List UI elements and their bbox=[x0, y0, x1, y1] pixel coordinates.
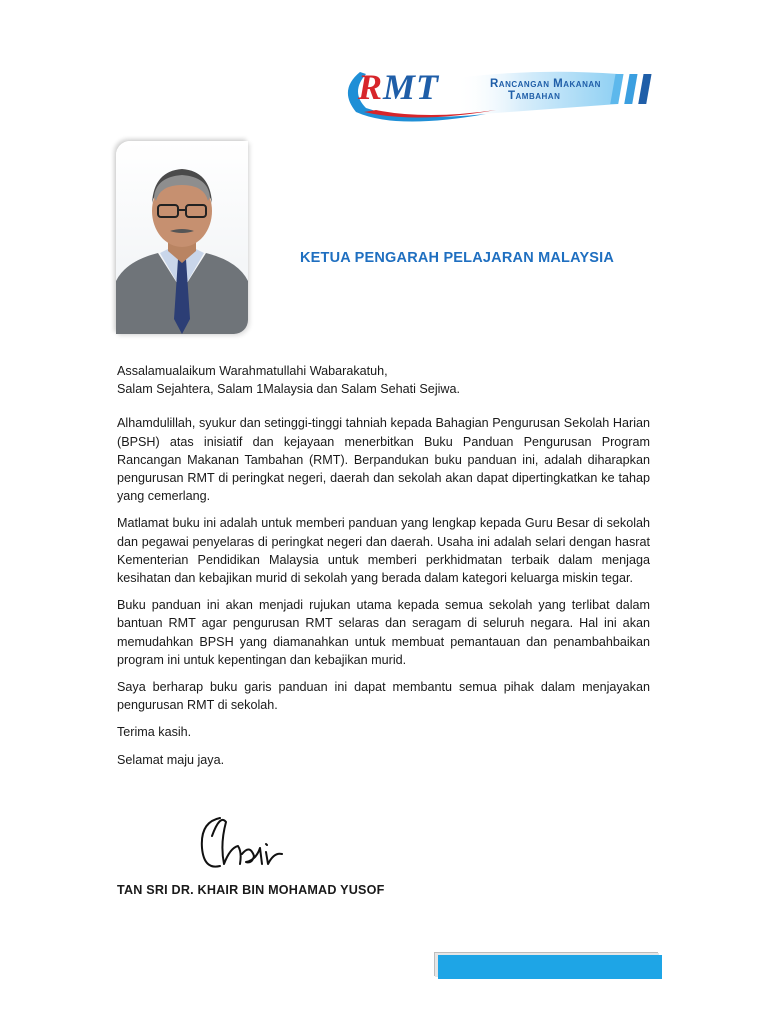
paragraph: Saya berharap buku garis panduan ini dapat membantu semua pihak dalam menjayakan pengurusan RMT di sekolah. bbox=[117, 680, 650, 713]
paragraph: Alhamdulillah, syukur dan setinggi-tinggi tahniah kepada Bahagian Pengurusan Sekolah Harian (BPSH) atas inisiatif dan kejayaan menerbitkan Buku Panduan Pengurusan Program Rancangan Makanan Tambahan (RMT). Berpandukan buku panduan ini, adalah diharapkan pengurusan RMT di peringkat negeri, daerah dan sekolah akan dapat dipertingkatkan ke tahap yang cemerlang. bbox=[117, 416, 650, 504]
portrait-photo bbox=[116, 141, 248, 334]
greeting-line-2: Salam Sejahtera, Salam 1Malaysia dan Salam Sehati Sejiwa. bbox=[117, 382, 461, 397]
greeting bbox=[117, 362, 650, 398]
page-heading: KETUA PENGARAH PELAJARAN MALAYSIA bbox=[300, 250, 615, 266]
footer-decorative-bar bbox=[438, 955, 662, 979]
signature bbox=[190, 808, 300, 878]
paragraph: Matlamat buku ini adalah untuk memberi panduan yang lengkap kepada Guru Besar di sekolah dan pegawai penyelaras di peringkat negeri dan daerah. Usaha ini adalah selari dengan hasrat Kementerian Pendidikan Malaysia untuk memberi perkhidmatan terbaik dalam menjaga kesihatan dan kebajikan murid di sekolah yang berada dalam kategori keluarga miskin tegar. bbox=[117, 516, 650, 586]
logo-rmt-text bbox=[358, 66, 439, 108]
logo-letters-mt: MT bbox=[383, 67, 440, 107]
logo-letter-r: R bbox=[358, 67, 384, 107]
portrait-illustration bbox=[116, 141, 248, 334]
letter-body bbox=[117, 362, 650, 778]
rmt-logo bbox=[336, 60, 662, 126]
signer-name: TAN SRI DR. KHAIR BIN MOHAMAD YUSOF bbox=[117, 883, 385, 897]
closing-thanks: Terima kasih. bbox=[117, 725, 192, 740]
logo-subtitle-line1: Rancangan Makanan bbox=[490, 78, 601, 90]
signature-graphic bbox=[190, 808, 300, 878]
closing-wish: Selamat maju jaya. bbox=[117, 752, 225, 767]
greeting-line-1: Assalamualaikum Warahmatullahi Wabarakatuh, bbox=[117, 364, 388, 378]
paragraph: Buku panduan ini akan menjadi rujukan utama kepada semua sekolah yang terlibat dalam bantuan RMT agar pengurusan RMT selaras dan seragam di seluruh negara. Hal ini akan memudahkan BPSH yang diamanahkan untuk membuat pemantauan dan penambahbaikan program ini untuk kepentingan dan kebajikan murid. bbox=[117, 598, 650, 667]
logo-subtitle-line2: Tambahan bbox=[508, 90, 561, 102]
